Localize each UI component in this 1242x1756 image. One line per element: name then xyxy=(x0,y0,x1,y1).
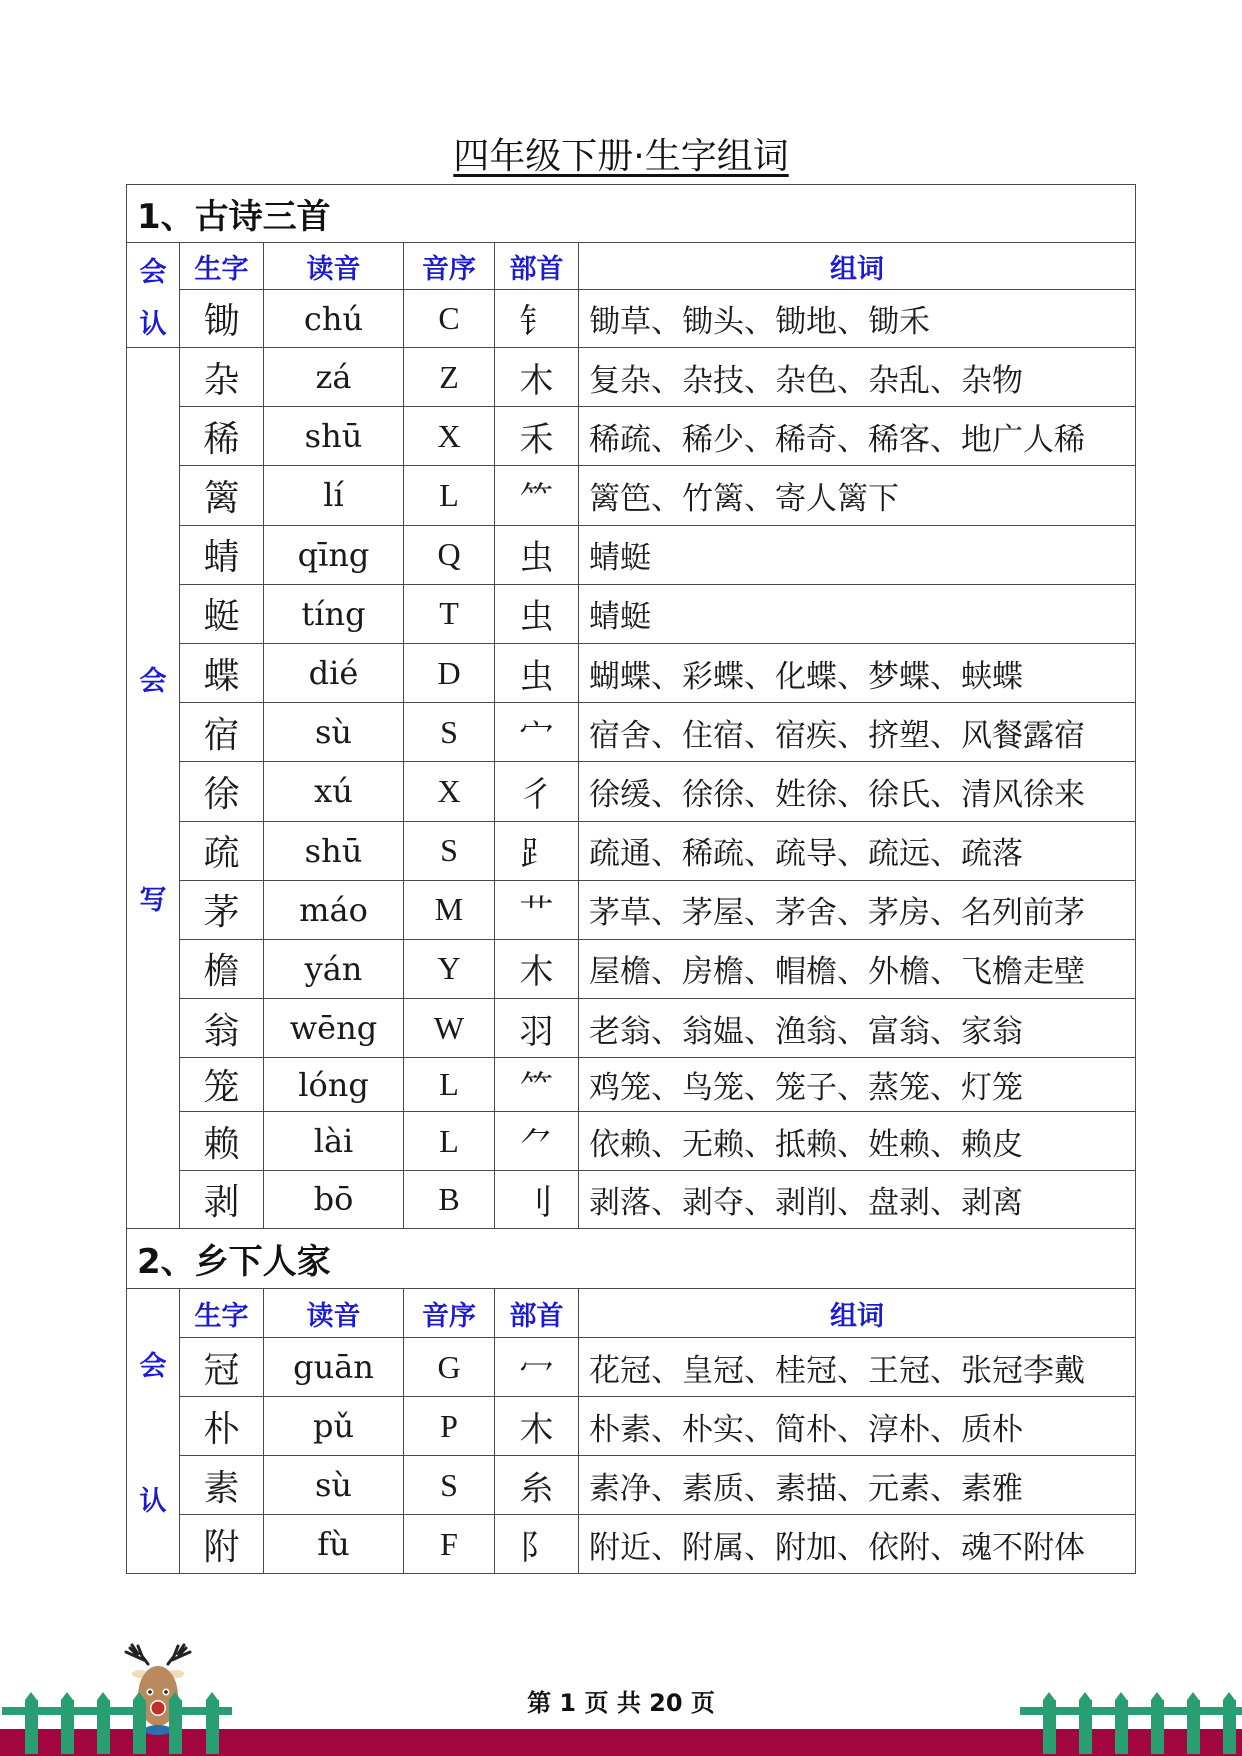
order-cell: X xyxy=(404,407,495,466)
section-title: 1、古诗三首 xyxy=(127,185,1136,243)
radical-cell: ⻊ xyxy=(495,821,579,880)
pinyin-cell: sù xyxy=(264,1456,404,1515)
char-cell: 篱 xyxy=(180,466,264,525)
pinyin-cell: bō xyxy=(264,1170,404,1228)
words-cell: 花冠、皇冠、桂冠、王冠、张冠李戴 xyxy=(579,1338,1136,1397)
header-words: 组词 xyxy=(579,1289,1136,1338)
table-row xyxy=(127,1170,1136,1228)
words-cell: 稀疏、稀少、稀奇、稀客、地广人稀 xyxy=(579,407,1136,466)
table-row xyxy=(127,999,1136,1058)
radical-cell: 木 xyxy=(495,939,579,998)
pinyin-cell: guān xyxy=(264,1338,404,1397)
words-cell: 篱笆、竹篱、寄人篱下 xyxy=(579,466,1136,525)
header-radical: 部首 xyxy=(495,243,579,290)
char-cell: 杂 xyxy=(180,348,264,407)
words-cell: 锄草、锄头、锄地、锄禾 xyxy=(579,290,1136,348)
pinyin-cell: qīng xyxy=(264,525,404,584)
order-cell: Q xyxy=(404,525,495,584)
radical-cell: ⺮ xyxy=(495,1058,579,1112)
order-cell: M xyxy=(404,880,495,939)
table-row xyxy=(127,290,1136,348)
char-cell: 疏 xyxy=(180,821,264,880)
words-cell: 蝴蝶、彩蝶、化蝶、梦蝶、蛱蝶 xyxy=(579,643,1136,702)
radical-cell: 阝 xyxy=(495,1515,579,1574)
words-cell: 疏通、稀疏、疏导、疏远、疏落 xyxy=(579,821,1136,880)
label-char: 会 xyxy=(139,256,167,288)
header-row xyxy=(127,1289,1136,1338)
radical-cell: 羽 xyxy=(495,999,579,1058)
table-row xyxy=(127,584,1136,643)
pinyin-cell: tíng xyxy=(264,584,404,643)
words-cell: 徐缓、徐徐、姓徐、徐氏、清风徐来 xyxy=(579,762,1136,821)
radical-cell: 冖 xyxy=(495,1338,579,1397)
pinyin-cell: lí xyxy=(264,466,404,525)
header-order: 音序 xyxy=(404,1289,495,1338)
words-cell: 复杂、杂技、杂色、杂乱、杂物 xyxy=(579,348,1136,407)
table-row xyxy=(127,703,1136,762)
order-cell: S xyxy=(404,703,495,762)
label-char: 认 xyxy=(139,308,167,340)
group-label-write xyxy=(127,348,180,1229)
char-cell: 宿 xyxy=(180,703,264,762)
order-cell: X xyxy=(404,762,495,821)
label-char: 认 xyxy=(139,1486,167,1517)
radical-cell: 艹 xyxy=(495,880,579,939)
radical-cell: 木 xyxy=(495,348,579,407)
order-cell: Z xyxy=(404,348,495,407)
pinyin-cell: lóng xyxy=(264,1058,404,1112)
pinyin-cell: dié xyxy=(264,643,404,702)
pinyin-cell: yán xyxy=(264,939,404,998)
order-cell: C xyxy=(404,290,495,348)
table-row xyxy=(127,1112,1136,1170)
header-char: 生字 xyxy=(180,243,264,290)
char-cell: 锄 xyxy=(180,290,264,348)
radical-cell: 木 xyxy=(495,1397,579,1456)
pinyin-cell: máo xyxy=(264,880,404,939)
label-char: 写 xyxy=(139,885,167,916)
words-cell: 宿舍、住宿、宿疾、挤塑、风餐露宿 xyxy=(579,703,1136,762)
radical-cell: 虫 xyxy=(495,643,579,702)
group-label-recognize xyxy=(127,243,180,348)
words-cell: 茅草、茅屋、茅舍、茅房、名列前茅 xyxy=(579,880,1136,939)
label-char: 会 xyxy=(139,666,167,697)
order-cell: L xyxy=(404,466,495,525)
words-cell: 剥落、剥夺、剥削、盘剥、剥离 xyxy=(579,1170,1136,1228)
table-row xyxy=(127,762,1136,821)
char-cell: 稀 xyxy=(180,407,264,466)
pinyin-cell: shū xyxy=(264,407,404,466)
table-row xyxy=(127,525,1136,584)
table-row xyxy=(127,348,1136,407)
words-cell: 依赖、无赖、抵赖、姓赖、赖皮 xyxy=(579,1112,1136,1170)
group-label-recognize xyxy=(127,1289,180,1574)
order-cell: Y xyxy=(404,939,495,998)
words-cell: 老翁、翁媪、渔翁、富翁、家翁 xyxy=(579,999,1136,1058)
table-row xyxy=(127,1397,1136,1456)
header-pinyin: 读音 xyxy=(264,1289,404,1338)
words-cell: 附近、附属、附加、依附、魂不附体 xyxy=(579,1515,1136,1574)
char-cell: 赖 xyxy=(180,1112,264,1170)
pinyin-cell: sù xyxy=(264,703,404,762)
header-row xyxy=(127,243,1136,290)
char-cell: 冠 xyxy=(180,1338,264,1397)
char-cell: 徐 xyxy=(180,762,264,821)
table-row xyxy=(127,880,1136,939)
char-cell: 檐 xyxy=(180,939,264,998)
words-cell: 蜻蜓 xyxy=(579,584,1136,643)
table-row xyxy=(127,1338,1136,1397)
section-title-row xyxy=(127,1229,1136,1289)
radical-cell: ⺮ xyxy=(495,466,579,525)
pinyin-cell: zá xyxy=(264,348,404,407)
pinyin-cell: chú xyxy=(264,290,404,348)
words-cell: 蜻蜓 xyxy=(579,525,1136,584)
radical-cell: 刂 xyxy=(495,1170,579,1228)
table-row xyxy=(127,407,1136,466)
order-cell: T xyxy=(404,584,495,643)
radical-cell: 彳 xyxy=(495,762,579,821)
char-cell: 剥 xyxy=(180,1170,264,1228)
table-row xyxy=(127,1456,1136,1515)
order-cell: P xyxy=(404,1397,495,1456)
char-cell: 笼 xyxy=(180,1058,264,1112)
order-cell: D xyxy=(404,643,495,702)
char-cell: 蜻 xyxy=(180,525,264,584)
pinyin-cell: pǔ xyxy=(264,1397,404,1456)
order-cell: S xyxy=(404,821,495,880)
table-row xyxy=(127,466,1136,525)
order-cell: W xyxy=(404,999,495,1058)
header-order: 音序 xyxy=(404,243,495,290)
section-title-row xyxy=(127,185,1136,243)
radical-cell: 虫 xyxy=(495,584,579,643)
order-cell: G xyxy=(404,1338,495,1397)
radical-cell: 糸 xyxy=(495,1456,579,1515)
radical-cell: 宀 xyxy=(495,703,579,762)
words-cell: 素净、素质、素描、元素、素雅 xyxy=(579,1456,1136,1515)
table-row xyxy=(127,1058,1136,1112)
table-row xyxy=(127,821,1136,880)
words-cell: 屋檐、房檐、帽檐、外檐、飞檐走壁 xyxy=(579,939,1136,998)
header-char: 生字 xyxy=(180,1289,264,1338)
table-row xyxy=(127,1515,1136,1574)
char-cell: 朴 xyxy=(180,1397,264,1456)
order-cell: L xyxy=(404,1058,495,1112)
char-cell: 附 xyxy=(180,1515,264,1574)
radical-cell: 虫 xyxy=(495,525,579,584)
table-row xyxy=(127,939,1136,998)
words-cell: 鸡笼、鸟笼、笼子、蒸笼、灯笼 xyxy=(579,1058,1136,1112)
header-radical: 部首 xyxy=(495,1289,579,1338)
page-number: 第 1 页 共 20 页 xyxy=(527,1689,715,1717)
label-char: 会 xyxy=(139,1351,167,1382)
order-cell: S xyxy=(404,1456,495,1515)
char-cell: 素 xyxy=(180,1456,264,1515)
pinyin-cell: xú xyxy=(264,762,404,821)
char-cell: 蝶 xyxy=(180,643,264,702)
order-cell: L xyxy=(404,1112,495,1170)
char-cell: 翁 xyxy=(180,999,264,1058)
pinyin-cell: wēng xyxy=(264,999,404,1058)
order-cell: F xyxy=(404,1515,495,1574)
section-title: 2、乡下人家 xyxy=(127,1229,1136,1289)
char-cell: 茅 xyxy=(180,880,264,939)
table-row xyxy=(127,643,1136,702)
section-1-table xyxy=(126,184,1136,1574)
radical-cell: 钅 xyxy=(495,290,579,348)
pinyin-cell: shū xyxy=(264,821,404,880)
header-pinyin: 读音 xyxy=(264,243,404,290)
pinyin-cell: lài xyxy=(264,1112,404,1170)
page-title: 四年级下册·生字组词 xyxy=(453,136,789,177)
header-words: 组词 xyxy=(579,243,1136,290)
radical-cell: 禾 xyxy=(495,407,579,466)
radical-cell: ⺈ xyxy=(495,1112,579,1170)
pinyin-cell: fù xyxy=(264,1515,404,1574)
order-cell: B xyxy=(404,1170,495,1228)
words-cell: 朴素、朴实、简朴、淳朴、质朴 xyxy=(579,1397,1136,1456)
char-cell: 蜓 xyxy=(180,584,264,643)
